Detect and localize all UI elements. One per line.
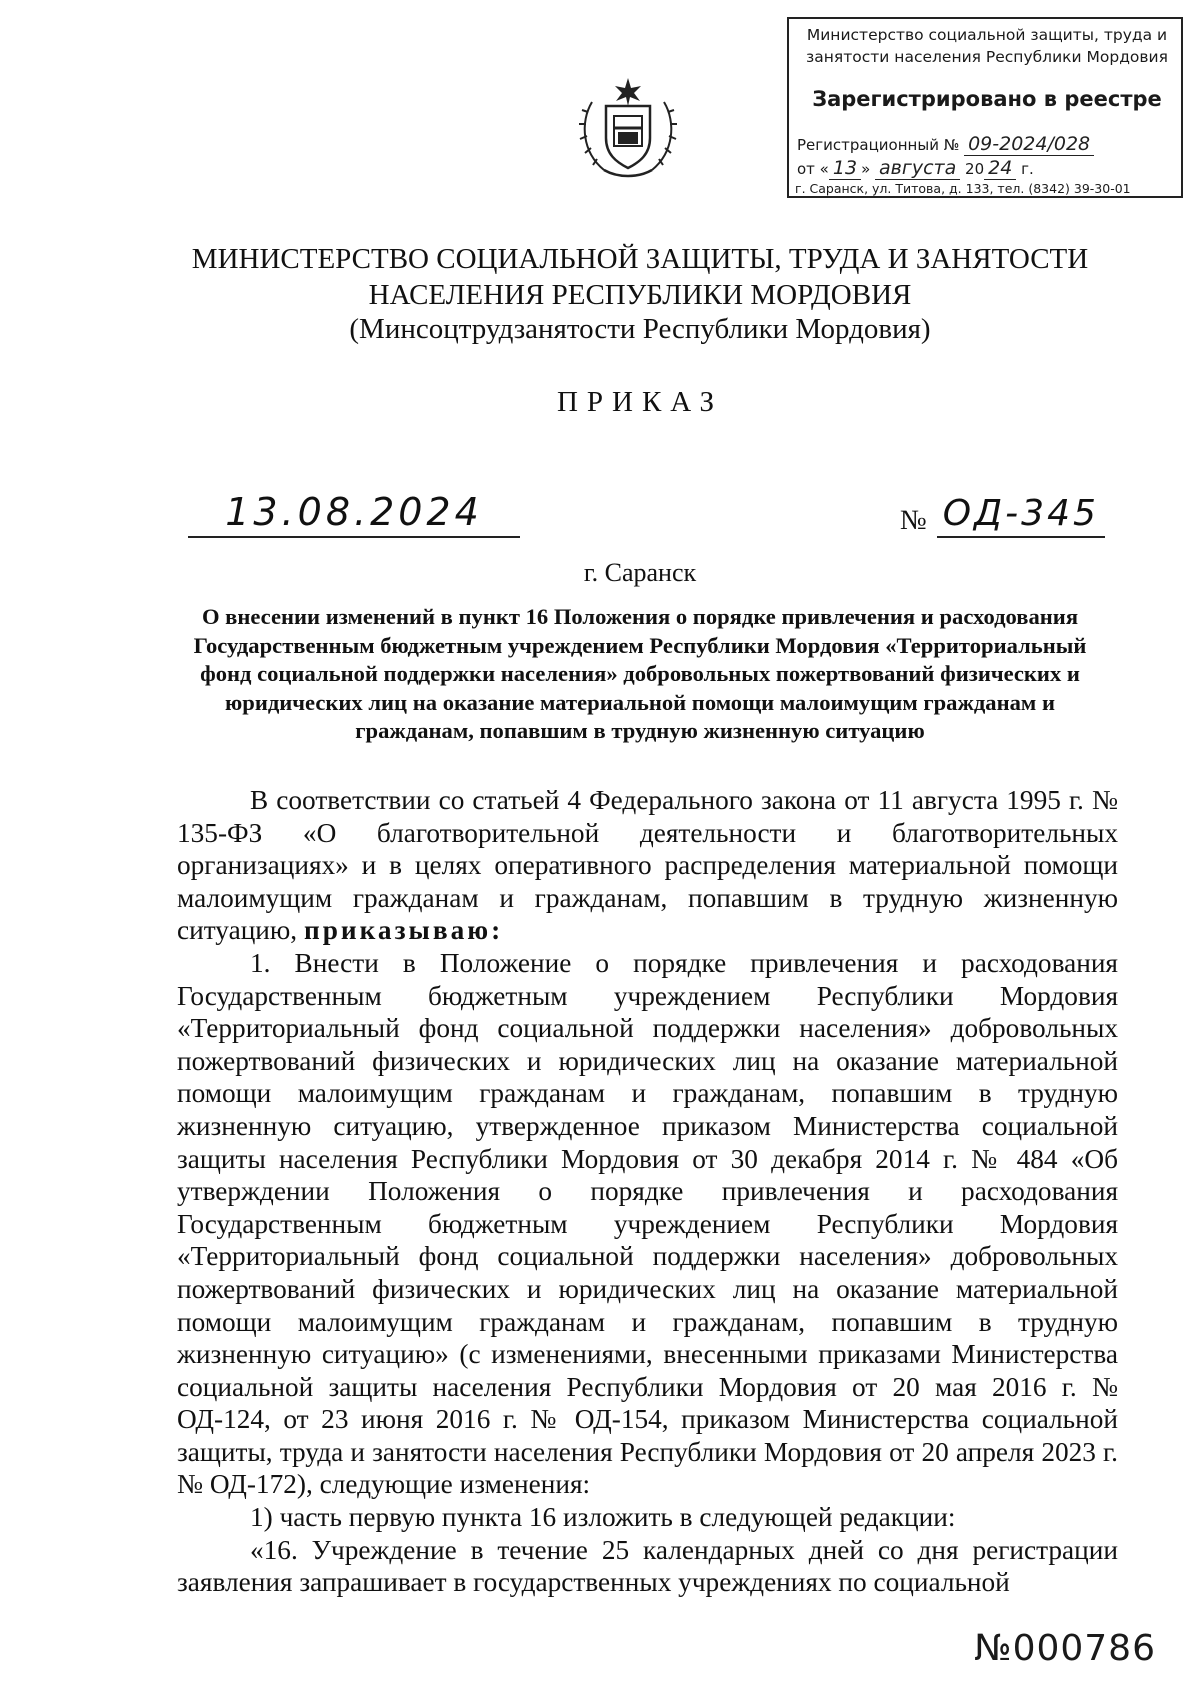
stamp-registered-label: Зарегистрировано в реестре: [812, 87, 1162, 111]
serial-number: №000786: [974, 1628, 1156, 1669]
stamp-date-year: 24: [984, 157, 1016, 180]
preamble-text: В соответствии со статьей 4 Федерального закона от 11 августа 1995 г. № 135-ФЗ «О благотворительной деятельности и благотворительных организациях» и в целях оперативного распределения материальной помощи малоимущим гражданам и гражданам, попавшим в трудную жизненную ситуацию,: [177, 785, 1118, 946]
order-number: ОД-345: [937, 492, 1105, 538]
stamp-date-suffix: г.: [1021, 160, 1034, 178]
stamp-date-mid: »: [861, 160, 871, 178]
stamp-address: г. Саранск, ул. Титова, д. 133, тел. (8342) 39-30-01: [795, 181, 1131, 196]
coat-of-arms-icon: [574, 72, 682, 182]
order-title: ПРИКАЗ: [556, 386, 724, 418]
stamp-date-month: августа: [875, 157, 960, 180]
stamp-ministry-line2: занятости населения Республики Мордовия: [806, 48, 1168, 66]
paragraph-item-1: 1. Внести в Положение о порядке привлечения и расходования Государственным бюджетным учреждением Республики Мордовия «Территориальный фонд социальной поддержки населения» добровольных пожертвований физических и юридических лиц на оказание материальной помощи малоимущим гражданам и гражданам, попавшим в трудную жизненную ситуацию, утвержденное приказом Министерства социальной защиты населения Республики Мордовия от 30 декабря 2014 г. № 484 «Об утверждении Положения о порядке привлечения и расходования Государственным бюджетным учреждением Республики Мордовия «Территориальный фонд социальной поддержки населения» добровольных пожертвований физических и юридических лиц на оказание материальной помощи малоимущим гражданам и гражданам, попавшим в трудную жизненную ситуацию» (с изменениями, внесенными приказами Министерства социальной защиты населения Республики Мордовия от 20 мая 2016 г. № ОД-124, от 23 июня 2016 г. № ОД-154, приказом Министерства социальной защиты, труда и занятости населения Республики Мордовия от 20 апреля 2023 г. № ОД-172), следующие изменения:: [177, 947, 1118, 1500]
stamp-ministry: [799, 24, 1175, 68]
order-number-block: [900, 488, 1105, 538]
ministry-name-line2: НАСЕЛЕНИЯ РЕСПУБЛИКИ МОРДОВИЯ: [368, 279, 912, 311]
stamp-date-year-prefix: 20: [965, 160, 985, 178]
stamp-date-day: 13: [829, 157, 861, 180]
order-date: 13.08.2024: [188, 488, 520, 538]
order-body: [177, 784, 1118, 1599]
stamp-ministry-line1: Министерство социальной защиты, труда и: [806, 26, 1168, 44]
paragraph-preamble: [177, 784, 1118, 947]
order-number-sign: №: [900, 505, 927, 536]
ministry-name-line1: МИНИСТЕРСТВО СОЦИАЛЬНОЙ ЗАЩИТЫ, ТРУДА И ЗАНЯТОСТИ: [191, 243, 1089, 275]
stamp-regnum-value: 09-2024/028: [964, 133, 1094, 156]
stamp-date-prefix: от «: [797, 160, 829, 178]
stamp-date-row: [797, 157, 1034, 179]
stamp-regnum-row: [797, 133, 1094, 155]
paragraph-subitem-1: 1) часть первую пункта 16 изложить в следующей редакции:: [250, 1502, 956, 1533]
order-subject: О внесении изменений в пункт 16 Положения о порядке привлечения и расходования Государственным бюджетным учреждением Республики Мордовия «Территориальный фонд социальной поддержки населения» добровольных пожертвований физических и юридических лиц на оказание материальной помощи малоимущим гражданам и гражданам, попавшим в трудную жизненную ситуацию: [193, 604, 1087, 743]
paragraph-quote-16: «16. Учреждение в течение 25 календарных дней со дня регистрации заявления запрашивает в государственных учреждениях по социальной: [177, 1534, 1118, 1598]
registration-stamp: [787, 17, 1183, 198]
ministry-short-name: (Минсоцтрудзанятости Республики Мордовия): [349, 313, 931, 345]
city: г. Саранск: [583, 558, 697, 587]
stamp-regnum-label: Регистрационный №: [797, 136, 960, 154]
order-command: приказываю:: [303, 915, 504, 946]
